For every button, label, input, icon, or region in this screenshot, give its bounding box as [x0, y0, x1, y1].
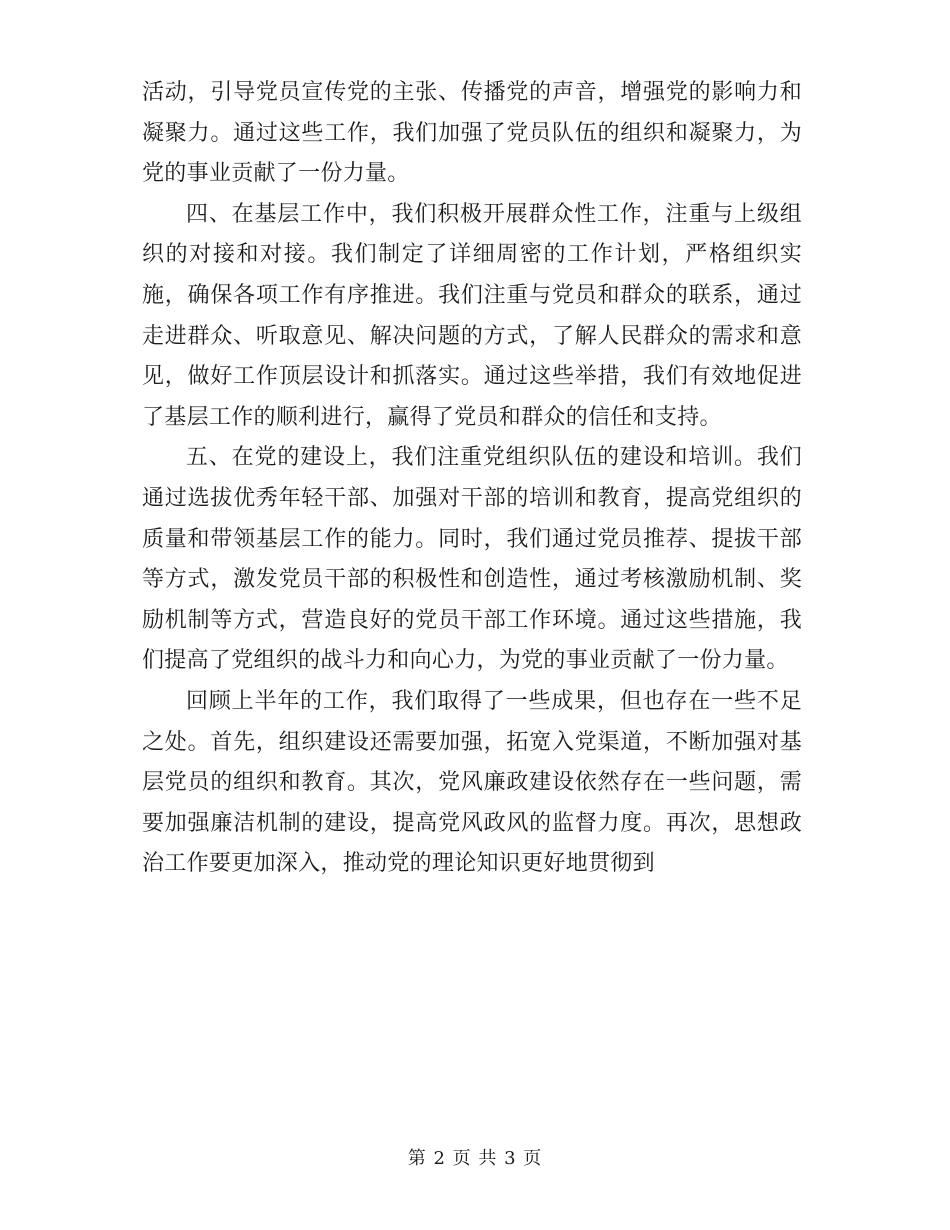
document-body	[142, 73, 802, 885]
paragraph-section-four: 四、在基层工作中，我们积极开展群众性工作，注重与上级组织的对接和对接。我们制定了详细周密的工作计划，严格组织实施，确保各项工作有序推进。我们注重与党员和群众的联系，通过走进群众、听取意见、解决问题的方式，了解人民群众的需求和意见，做好工作顶层设计和抓落实。通过这些举措，我们有效地促进了基层工作的顺利进行，赢得了党员和群众的信任和支持。	[142, 201, 802, 430]
paragraph-section-five: 五、在党的建设上，我们注重党组织队伍的建设和培训。我们通过选拔优秀年轻干部、加强对干部的培训和教育，提高党组织的质量和带领基层工作的能力。同时，我们通过党员推荐、提拔干部等方式，激发党员干部的积极性和创造性，通过考核激励机制、奖励机制等方式，营造良好的党员干部工作环境。通过这些措施，我们提高了党组织的战斗力和向心力，为党的事业贡献了一份力量。	[142, 445, 802, 674]
paragraph-review: 回顾上半年的工作，我们取得了一些成果，但也存在一些不足之处。首先，组织建设还需要加强，拓宽入党渠道，不断加强对基层党员的组织和教育。其次，党风廉政建设依然存在一些问题，需要加强廉洁机制的建设，提高党风政风的监督力度。再次，思想政治工作要更加深入，推动党的理论知识更好地贯彻到	[142, 688, 802, 877]
paragraph-continuation: 活动，引导党员宣传党的主张、传播党的声音，增强党的影响力和凝聚力。通过这些工作，我们加强了党员队伍的组织和凝聚力，为党的事业贡献了一份力量。	[142, 80, 802, 187]
page-footer: 第 2 页 共 3 页	[407, 1148, 543, 1169]
